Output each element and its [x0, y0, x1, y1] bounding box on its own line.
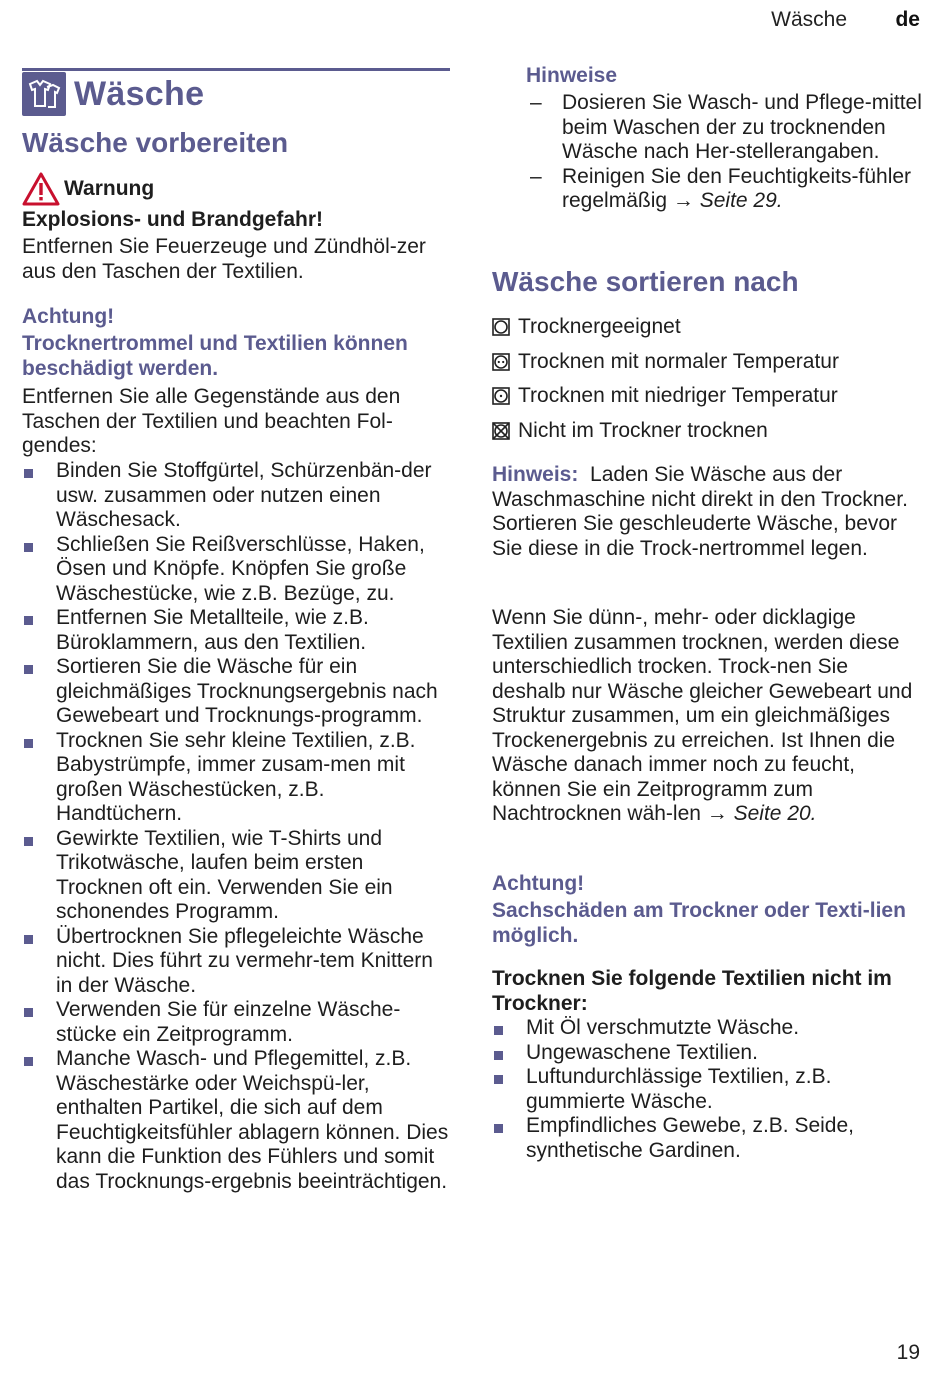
caution-text: Entfernen Sie alle Gegenstände aus den Taschen der Textilien und beachten Fol-gendes:	[22, 385, 401, 457]
list-item: Luftundurchlässige Textilien, z.B. gummierte Wäsche.	[492, 1065, 922, 1114]
note-text: Dosieren Sie Wasch- und Pflege-mittel beim Waschen der zu trocknenden Wäsche nach Her-stellerangaben.	[562, 91, 922, 163]
note-item	[526, 165, 922, 214]
arrow-right-icon: →	[706, 802, 728, 825]
care-label: Nicht im Trockner trocknen	[518, 418, 768, 442]
warning-heading: Explosions- und Brandgefahr!	[22, 208, 324, 231]
list-item: Trocknen Sie sehr kleine Textilien, z.B. Babystrümpfe, immer zusam-men mit großen Wäschestücken, z.B. Handtüchern.	[22, 729, 450, 827]
hint-paragraph	[492, 463, 922, 561]
section-heading-sort: Wäsche sortieren nach	[492, 266, 799, 297]
caution-label: Achtung!	[22, 305, 115, 328]
hint-text: Laden Sie Wäsche aus der Waschmaschine nicht direkt in den Trockner. Sortieren Sie geschleuderte Wäsche, bevor Sie diese in die Trock-nertrommel legen.	[492, 463, 908, 560]
list-item: Sortieren Sie die Wäsche für ein gleichmäßiges Trocknungsergebnis nach Gewebeart und Trocknungs-programm.	[22, 655, 450, 729]
section-heading-prepare: Wäsche vorbereiten	[22, 127, 289, 158]
care-symbol-list	[492, 310, 839, 448]
list-item: Gewirkte Textilien, wie T-Shirts und Trikotwäsche, laufen beim ersten Trocknen oft ein. Verwenden Sie ein schonendes Programm.	[22, 827, 450, 925]
preparation-list	[22, 459, 450, 1194]
warning-text: Entfernen Sie Feuerzeuge und Zündhöl-zer aus den Taschen der Textilien.	[22, 235, 426, 283]
list-item: Verwenden Sie für einzelne Wäsche-stücke ein Zeitprogramm.	[22, 998, 450, 1047]
caution-label-right: Achtung!	[492, 872, 585, 895]
page-number: 19	[896, 1341, 920, 1364]
notes-list	[526, 91, 922, 214]
header-section-title: Wäsche	[771, 8, 847, 31]
title-rule	[22, 68, 450, 71]
notes-label: Hinweise	[526, 64, 618, 87]
list-item: Schließen Sie Reißverschlüsse, Haken, Ösen und Knöpfe. Knöpfen Sie große Wäschestücke, wie z.B. Bezüge, zu.	[22, 533, 450, 607]
arrow-right-icon: →	[672, 189, 694, 212]
sorting-paragraph	[492, 606, 922, 827]
list-item: Entfernen Sie Metallteile, wie z.B. Büroklammern, aus den Textilien.	[22, 606, 450, 655]
care-row	[492, 310, 839, 345]
care-label: Trocknen mit normaler Temperatur	[518, 349, 839, 373]
page-reference-link[interactable]: Seite 20.	[733, 802, 817, 825]
laundry-icon	[22, 72, 66, 116]
header-language: de	[895, 8, 920, 31]
list-item: Empfindliches Gewebe, z.B. Seide, synthetische Gardinen.	[492, 1114, 922, 1163]
warning-label-row	[22, 172, 154, 206]
care-row	[492, 379, 839, 414]
care-label: Trocknergeeignet	[518, 315, 681, 338]
list-item: Mit Öl verschmutzte Wäsche.	[492, 1016, 922, 1041]
list-item: Übertrocknen Sie pflegeleichte Wäsche nicht. Dies führt zu vermehr-tem Knittern in der Wäsche.	[22, 925, 450, 999]
page-title: Wäsche	[74, 74, 205, 113]
no-tumble-dry-icon	[492, 422, 510, 440]
page-reference-link[interactable]: Seite 29.	[699, 189, 783, 212]
care-row	[492, 414, 839, 449]
dont-dry-list	[492, 1016, 922, 1163]
list-item: Manche Wasch- und Pflegemittel, z.B. Wäschestärke oder Weichspü-ler, enthalten Partikel, die sich auf dem Feuchtigkeitsfühler ablagern können. Dies kann die Funktion des Fühlers und somit das Trocknungs-ergebnis beeinträchtigen.	[22, 1047, 450, 1194]
tumble-dry-icon	[492, 318, 510, 336]
caution-heading-right: Sachschäden am Trockner oder Texti-lien möglich.	[492, 899, 906, 947]
note-item	[526, 91, 922, 165]
note-text: Reinigen Sie den Feuchtigkeits-fühler regelmäßig	[562, 164, 912, 212]
warning-label: Warnung	[64, 177, 155, 200]
list-item: Binden Sie Stoffgürtel, Schürzenbän-der usw. zusammen oder nutzen einen Wäschesack.	[22, 459, 450, 533]
caution-heading: Trocknertrommel und Textilien können beschädigt werden.	[22, 332, 408, 380]
warning-triangle-icon	[22, 172, 60, 206]
tumble-dry-low-icon	[492, 387, 510, 405]
title-row	[22, 72, 204, 116]
sorting-text: Wenn Sie dünn-, mehr- oder dicklagige Textilien zusammen trocknen, werden diese unterschiedlich trocken. Trock-nen Sie deshalb nur Wäsche gleicher Gewebeart und Struktur zusammen, um ein gleichmäßiges Trockenergebnis zu erreichen. Ist Ihnen die Wäsche danach immer noch zu feucht, können Sie ein Zeitprogramm zum Nachtrocknen wäh-len	[492, 606, 913, 825]
list-item: Ungewaschene Textilien.	[492, 1041, 922, 1066]
dont-dry-heading: Trocknen Sie folgende Textilien nicht im Trockner:	[492, 967, 892, 1015]
hint-label: Hinweis:	[492, 463, 579, 486]
care-row	[492, 345, 839, 380]
tumble-dry-normal-icon	[492, 353, 510, 371]
care-label: Trocknen mit niedriger Temperatur	[518, 384, 838, 407]
